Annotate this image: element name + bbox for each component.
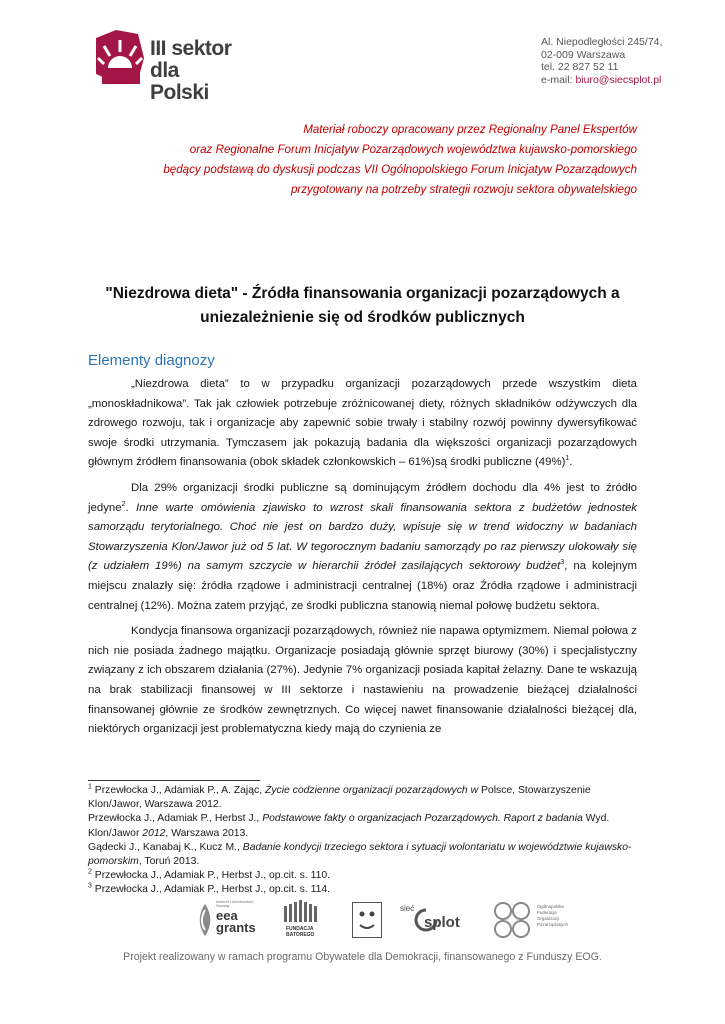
logo-text-line1: III sektor — [150, 37, 232, 60]
footnote-divider — [88, 780, 260, 781]
footnote-number: 2 — [88, 868, 92, 876]
footnote-number: 3 — [88, 882, 92, 890]
ofop-line: Organizacji — [537, 916, 559, 921]
footer-funding-note: Projekt realizowany w ramach programu Obywatele dla Demokracji, finansowanego z Funduszy EOG. — [123, 951, 602, 963]
section-heading: Elementy diagnozy — [88, 352, 215, 369]
footnote-text: Przewłocka J., Adamiak P., A. Zając, — [91, 785, 265, 796]
eea-small-text: Iceland Liechtenstein Norway — [216, 899, 254, 908]
partner-logos — [0, 900, 725, 942]
footnote-italic: Badanie kondycji trzeciego sektora i sytuacji wolontariatu w województwie kujawsko-pomorskim — [88, 841, 632, 868]
ofop-circles-icon — [493, 902, 533, 938]
address-email — [541, 74, 662, 87]
face-icon — [353, 903, 381, 937]
paragraph-italic: Inne warte omówienia zjawisko to wzrost skali finansowania sektora z budżetów jednostek samorządu terytorialnego. Choć nie jest on bardzo duży, wpisuje się w trend widoczny w badaniach Stowarzyszenia Klon/Jawor już od 5 lat. W tegorocznym badaniu samorządy po raz pierwszy ulokowały się (z udziałem 19%) na samym szczycie w hierarchii źródeł zasilających sektorowy budżet — [88, 501, 637, 573]
footnote-italic: Podstawowe fakty o organizacjach Pozarządowych. Raport z badania — [262, 813, 583, 825]
intro-line: Materiał roboczy opracowany przez Regionalny Panel Ekspertów — [303, 123, 637, 136]
footnote-text: Gądecki J., Kanabaj K., Kucz M., — [88, 841, 243, 853]
sunrise-logo-icon — [92, 28, 148, 84]
address-block — [541, 36, 662, 86]
paragraph-1 — [88, 375, 637, 473]
footnote-text: Wyd. Klon/Jawor — [88, 813, 610, 839]
footnote-italic: Życie codzienne organizacji pozarządowych w — [264, 785, 479, 796]
ofop-logo — [493, 900, 573, 940]
siec-text: sieć — [400, 904, 415, 913]
footnote-text: Przewłocka J., Adamiak P., Herbst J., — [88, 813, 263, 825]
email-label: e-mail: — [541, 73, 576, 86]
batory-line1: FUNDACJA — [286, 926, 314, 932]
footnote-ref[interactable]: 2 — [121, 500, 126, 508]
ofop-line: Federacja — [537, 910, 557, 915]
footnote-text: Przewłocka J., Adamiak P., Herbst J., op.cit. s. 110. — [91, 870, 331, 882]
footnotes — [88, 784, 637, 898]
body-text — [88, 375, 637, 746]
footnote-number: 1 — [88, 783, 92, 791]
paragraph-3 — [88, 622, 637, 740]
footnote-ref[interactable]: 3 — [560, 559, 565, 567]
intro-line: przygotowany na potrzeby strategii rozwoju sektora obywatelskiego — [290, 183, 637, 196]
footnote-3 — [88, 883, 637, 897]
footnote-2 — [88, 869, 637, 883]
batory-line2: BATOREGO — [286, 932, 315, 938]
intro-line: oraz Regionalne Forum Inicjatyw Pozarządowych województwa kujawsko-pomorskiego — [189, 143, 637, 156]
footnote-text: Przewłocka J., Adamiak P., Herbst J., op.cit. s. 114. — [91, 884, 331, 896]
footnote-ref[interactable]: 1 — [565, 455, 570, 463]
siec-splot-logo — [400, 900, 470, 940]
intro-line: będący podstawą do dyskusji podczas VII Ogólnopolskiego Forum Inicjatyw Pozarządowych — [163, 163, 637, 176]
ofop-line: Pozarządowych — [537, 922, 568, 927]
title-line1: "Niezdrowa dieta" - Źródła finansowania organizacji pozarządowych a — [105, 285, 620, 302]
ofop-line: Ogólnopolska — [537, 904, 564, 909]
eea-word-line2: grants — [216, 920, 256, 935]
footnote-text: Polsce, Stowarzyszenie Klon/Jawor, Warszawa 2012. — [88, 785, 591, 811]
footnote-text: , Toruń 2013. — [138, 856, 200, 868]
face-logo-icon — [352, 902, 382, 938]
footnote-italic: 2012 — [142, 827, 166, 839]
paragraph-text: . — [125, 501, 137, 514]
logo-iii-sektor — [92, 28, 242, 104]
eea-icon — [196, 902, 214, 938]
ofop-text — [537, 904, 568, 928]
email-link[interactable]: biuro@siecsplot.pl — [575, 73, 662, 86]
paragraph-2 — [88, 479, 637, 616]
title-line2: uniezależnienie się od środków publicznych — [200, 309, 525, 326]
batory-text — [286, 926, 314, 938]
address-street: Al. Niepodległości 245/74, — [541, 36, 663, 48]
address-city: 02-009 Warszawa — [541, 48, 626, 61]
logo-text — [150, 38, 242, 104]
batory-icon — [282, 900, 322, 926]
address-tel: tel. 22 827 52 11 — [541, 61, 619, 73]
splot-text: splot — [424, 914, 460, 931]
paragraph-text: , na kolejnym miejscu znalazły się: źródła rządowe i administracji centralnej (18%) oraz Źródła rządowe i administracji centralnej (12%). Można zatem przyjąć, ze środki publiczna stanowią niemal połowę budżetu sektora. — [88, 560, 637, 612]
document-title — [88, 282, 637, 330]
klon-jawor-logo — [346, 900, 388, 940]
eea-word — [216, 910, 256, 934]
footnote-1 — [88, 784, 637, 812]
eea-word-line1: eea — [216, 908, 238, 923]
letterhead — [0, 0, 725, 104]
logo-text-line2: dla Polski — [150, 59, 209, 104]
paragraph-text: . — [569, 456, 573, 469]
intro-note — [117, 120, 637, 200]
fundacja-batorego-logo — [270, 900, 330, 940]
footnote-text: , Warszawa 2013. — [165, 827, 249, 839]
paragraph-text: „Niezdrowa dieta” to w przypadku organizacji pozarządowych przede wszystkim dieta „monoskładnikowa”. Tak jak człowiek potrzebuje zróżnicowanej diety, różnych składników odżywczych dla zdrowego rozwoju, tak i organizacje aby zapewnić sobie trwały i stabilny rozwój powinny dywersyfikować swoje środki utrzymania. Tymczasem jak pokazują badania dla większości organizacji pozarządowych głównym źródłem finansowania (obok składek członkowskich – 61%)są środki publiczne (49%) — [88, 378, 637, 469]
eea-grants-logo — [196, 900, 266, 940]
paragraph-text: Kondycja finansowa organizacji pozarządowych, również nie napawa optymizmem. Niemal połowa z nich nie posiada żadnego majątku. Organizacje posiadają głównie sprzęt biurowy (30%) i specjalistyczny związany z ich obszarem działania (27%). Jedynie 7% organizacji posiada kapitał żelazny. Dane te wskazują na brak stabilizacji finansowej w III sektorze i nastawieniu na prowadzenie bieżącej działalności finansowanej głównie ze środków zewnętrznych. Co więcej nawet finansowanie działalności bieżącej dla, niektórych organizacji jest problematyczna kiedy mają do czynienia ze — [88, 625, 637, 736]
paragraph-text: Dla 29% organizacji środki publiczne są dominującym źródłem dochodu dla 4% jest to źródło jedyne — [88, 481, 637, 514]
footnote-1-cont — [88, 812, 637, 840]
footnote-1-cont2 — [88, 841, 637, 869]
